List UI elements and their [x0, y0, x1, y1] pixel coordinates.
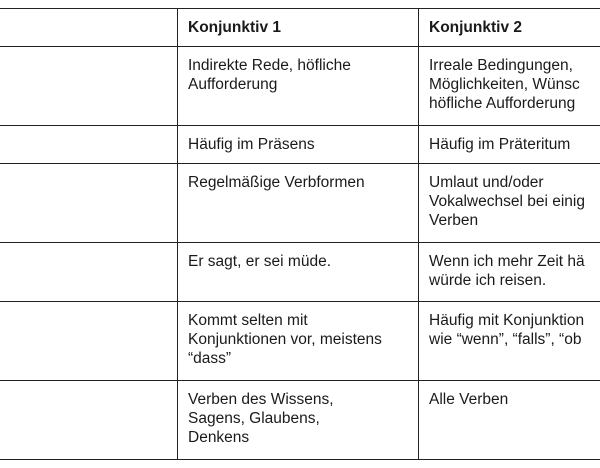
konjunktiv-comparison-table	[0, 8, 600, 460]
row-label	[0, 47, 178, 126]
row-label	[0, 126, 178, 164]
konjunktiv-1-cell: Kommt selten mit Konjunktionen vor, meistens “dass”	[178, 302, 419, 381]
table-row	[0, 381, 600, 460]
row-label	[0, 381, 178, 460]
konjunktiv-2-cell: Häufig mit Konjunktion wie “wenn”, “falls”, “ob	[419, 302, 600, 381]
konjunktiv-2-cell: Wenn ich mehr Zeit hä würde ich reisen.	[419, 243, 600, 302]
table-row	[0, 302, 600, 381]
konjunktiv-2-cell: Alle Verben	[419, 381, 600, 460]
konjunktiv-2-cell: Irreale Bedingungen, Möglichkeiten, Wünsc höfliche Aufforderung	[419, 47, 600, 126]
konjunktiv-1-cell: Häufig im Präsens	[178, 126, 419, 164]
table-row	[0, 126, 600, 164]
konjunktiv-2-cell: Umlaut und/oder Vokalwechsel bei einig Verben	[419, 164, 600, 243]
konjunktiv-1-cell: Verben des Wissens, Sagens, Glaubens, Denkens	[178, 381, 419, 460]
konjunktiv-1-cell: Regelmäßige Verbformen	[178, 164, 419, 243]
konjunktiv-1-cell: Indirekte Rede, höfliche Aufforderung	[178, 47, 419, 126]
header-cell-category	[0, 9, 178, 47]
header-cell-konjunktiv-1: Konjunktiv 1	[178, 9, 419, 47]
table-row	[0, 47, 600, 126]
row-label	[0, 164, 178, 243]
konjunktiv-1-cell: Er sagt, er sei müde.	[178, 243, 419, 302]
table-row	[0, 243, 600, 302]
row-label	[0, 243, 178, 302]
table-row	[0, 164, 600, 243]
header-cell-konjunktiv-2: Konjunktiv 2	[419, 9, 600, 47]
table-header-row	[0, 9, 600, 47]
konjunktiv-2-cell: Häufig im Präteritum	[419, 126, 600, 164]
row-label	[0, 302, 178, 381]
